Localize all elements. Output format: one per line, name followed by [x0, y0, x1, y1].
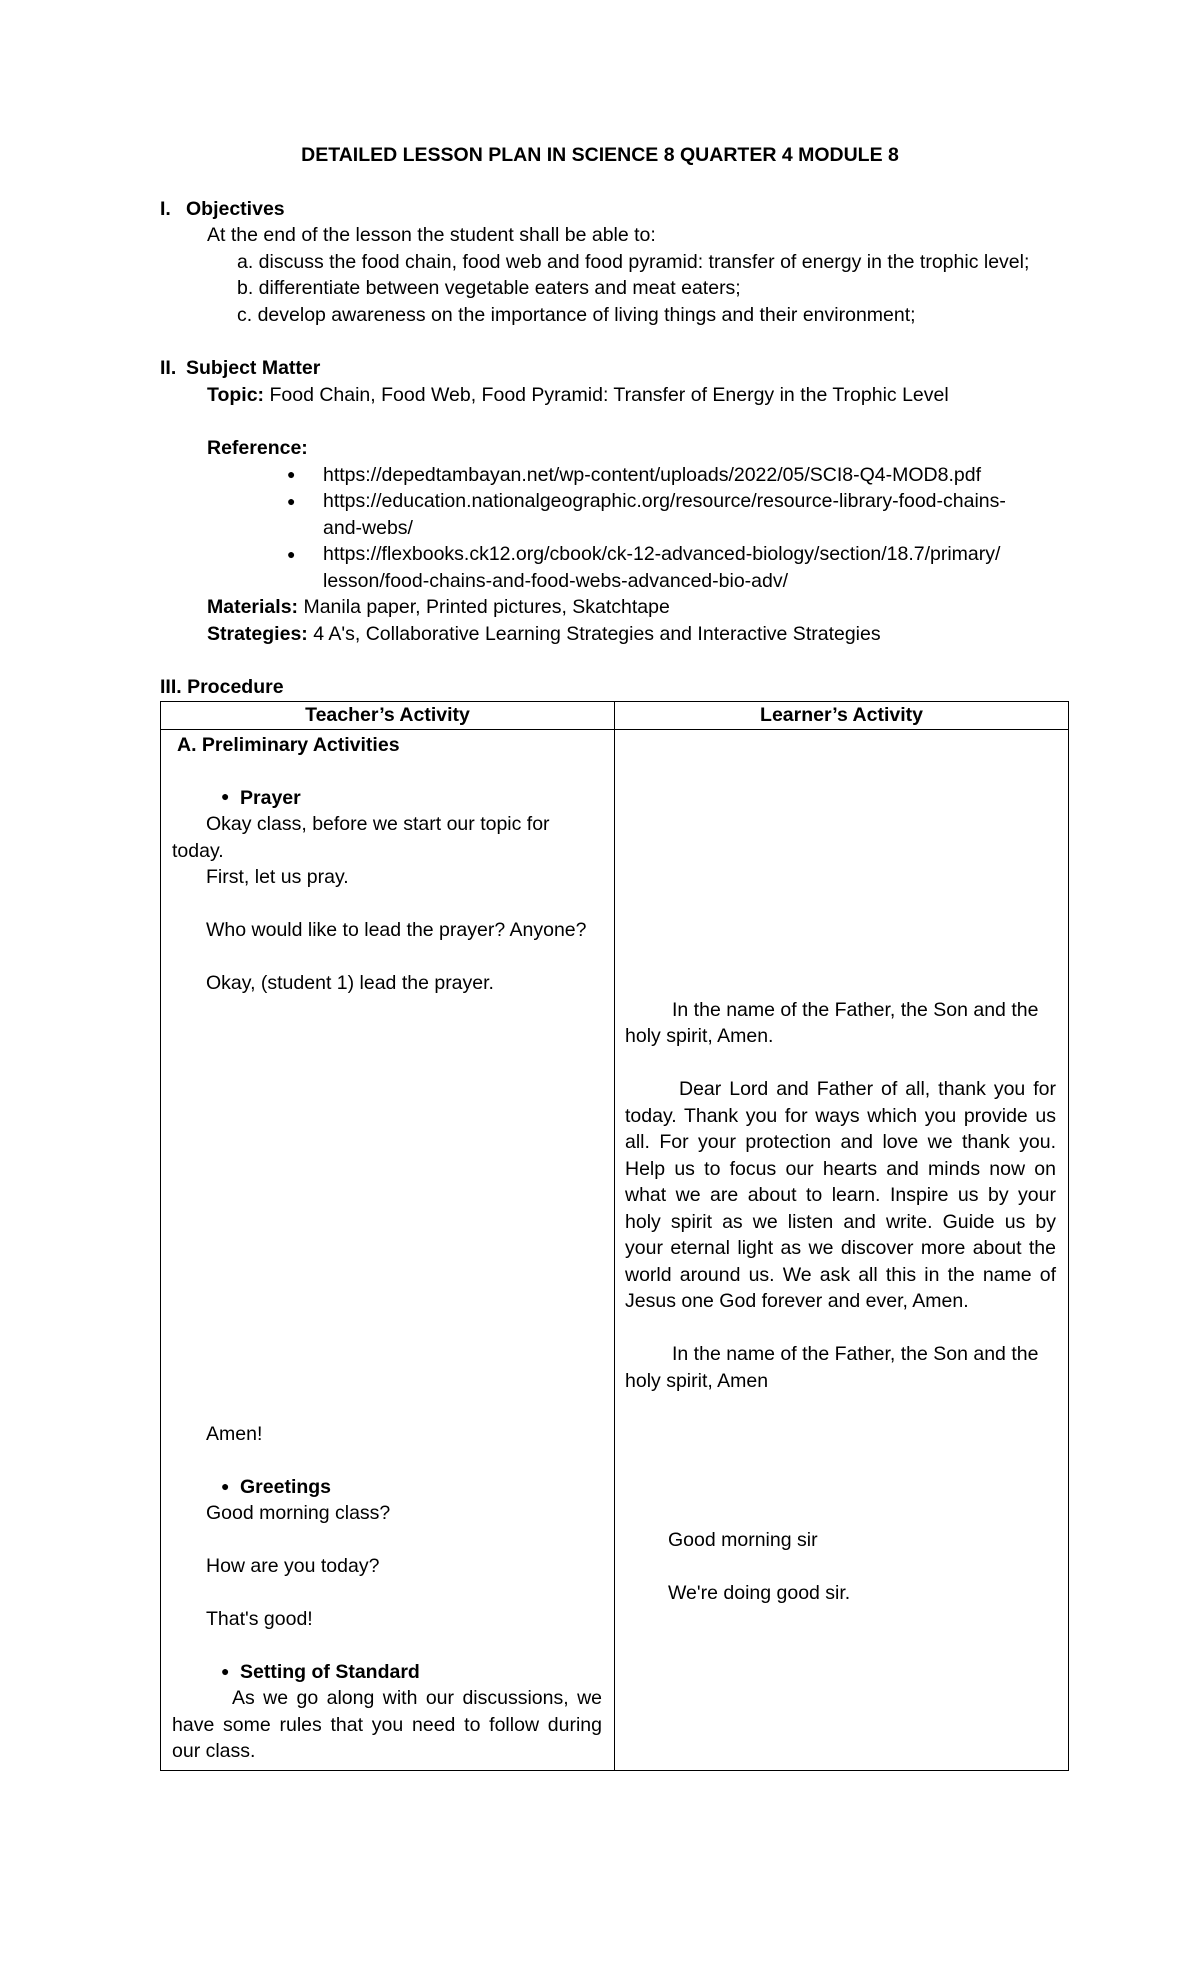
- teacher-line: Good morning class?: [206, 1502, 391, 1524]
- bullet-icon: ●: [221, 1663, 230, 1679]
- learner-line: holy spirit, Amen.: [625, 1025, 774, 1047]
- strategies-label: Strategies:: [207, 623, 308, 645]
- teacher-column-header: Teacher’s Activity: [161, 702, 615, 730]
- reference-link[interactable]: https://education.nationalgeographic.org/resource/resource-library-food-chains-: [323, 490, 1006, 512]
- learner-prayer-paragraph: Dear Lord and Father of all, thank you for today. Thank you for ways which you provide us all. For your protection and love we thank you. Help us to focus our hearts and minds now on what we are about to learn. Inspire us by your holy spirit as we listen and write. Guide us by your eternal light as we discover more about the world around us. We ask all this in the name of Jesus one God forever and ever, Amen.: [625, 1078, 1056, 1312]
- reference-link-continuation[interactable]: and-webs/: [323, 517, 413, 539]
- materials-line: [207, 594, 670, 621]
- materials-label: Materials:: [207, 596, 299, 618]
- learner-line: holy spirit, Amen: [625, 1370, 769, 1392]
- objectives-intro: At the end of the lesson the student shall be able to:: [207, 224, 656, 246]
- bullet-icon: ●: [287, 546, 296, 562]
- objective-item: b. differentiate between vegetable eaters and meat eaters;: [237, 277, 741, 299]
- learner-line: We're doing good sir.: [668, 1582, 851, 1604]
- greetings-label: Greetings: [240, 1476, 332, 1498]
- teacher-line: First, let us pray.: [206, 866, 349, 888]
- reference-link[interactable]: https://depedtambayan.net/wp-content/uploads/2022/05/SCI8-Q4-MOD8.pdf: [323, 464, 981, 486]
- objective-item: a. discuss the food chain, food web and food pyramid: transfer of energy in the trophic level;: [237, 251, 1030, 273]
- bullet-icon: ●: [221, 1478, 230, 1494]
- teacher-line: Amen!: [206, 1423, 263, 1445]
- page-title: DETAILED LESSON PLAN IN SCIENCE 8 QUARTER 4 MODULE 8: [301, 144, 899, 166]
- teacher-standard-paragraph: As we go along with our discussions, we have some rules that you need to follow during our class.: [172, 1687, 602, 1762]
- learner-line: In the name of the Father, the Son and the: [672, 999, 1039, 1021]
- strategies-line: [207, 621, 881, 648]
- procedure-table: [160, 701, 1069, 1771]
- topic-value: Food Chain, Food Web, Food Pyramid: Transfer of Energy in the Trophic Level: [269, 384, 949, 406]
- teacher-line: Okay, (student 1) lead the prayer.: [206, 972, 494, 994]
- teacher-line: Okay class, before we start our topic for: [206, 813, 550, 835]
- bullet-icon: ●: [287, 466, 296, 482]
- prayer-label: Prayer: [240, 787, 301, 809]
- teacher-line: That's good!: [206, 1608, 313, 1630]
- teacher-line: today.: [172, 840, 224, 862]
- bullet-icon: ●: [221, 788, 230, 804]
- learner-line: In the name of the Father, the Son and the: [672, 1343, 1039, 1365]
- learner-activity-cell: [615, 730, 1069, 1771]
- reference-link-continuation[interactable]: lesson/food-chains-and-food-webs-advanced-bio-adv/: [323, 570, 789, 592]
- teacher-line: Who would like to lead the prayer? Anyone?: [206, 919, 587, 941]
- reference-link[interactable]: https://flexbooks.ck12.org/cbook/ck-12-advanced-biology/section/18.7/primary/: [323, 543, 1001, 565]
- setting-of-standard-label: Setting of Standard: [240, 1661, 420, 1683]
- objectives-heading: Objectives: [186, 198, 285, 220]
- materials-value: Manila paper, Printed pictures, Skatchtape: [303, 596, 670, 618]
- subject-matter-number: II.: [160, 357, 177, 379]
- bullet-icon: ●: [287, 493, 296, 509]
- topic-label: Topic:: [207, 384, 265, 406]
- objectives-number: I.: [160, 198, 171, 220]
- teacher-line: How are you today?: [206, 1555, 380, 1577]
- section-a-heading: A. Preliminary Activities: [177, 734, 400, 756]
- topic-line: [207, 382, 949, 409]
- learner-column-header: Learner’s Activity: [615, 702, 1069, 730]
- reference-label: Reference:: [207, 437, 308, 459]
- subject-matter-heading: Subject Matter: [186, 357, 321, 379]
- learner-line: Good morning sir: [668, 1529, 818, 1551]
- teacher-activity-cell: [161, 730, 615, 1771]
- strategies-value: 4 A's, Collaborative Learning Strategies and Interactive Strategies: [313, 623, 881, 645]
- objective-item: c. develop awareness on the importance of living things and their environment;: [237, 304, 916, 326]
- procedure-heading: III. Procedure: [160, 676, 284, 698]
